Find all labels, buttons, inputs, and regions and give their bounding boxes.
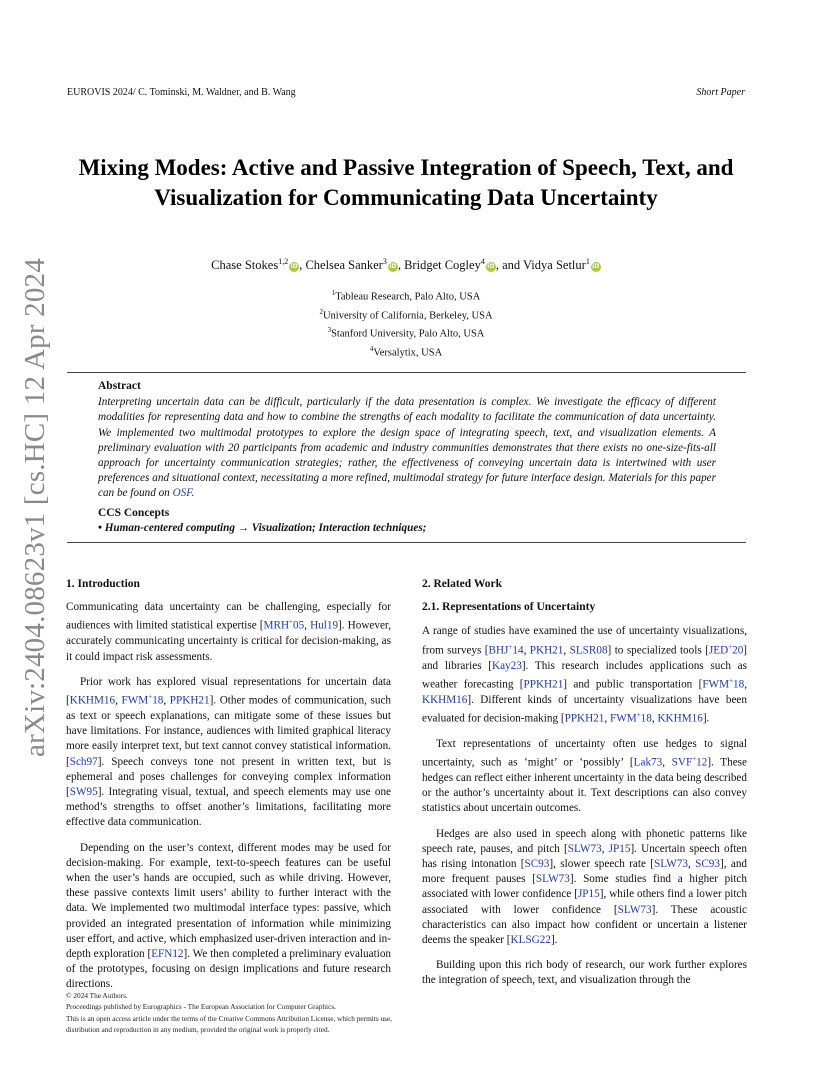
- author-separator: ,: [397, 258, 405, 273]
- paragraph-text: ,: [601, 842, 609, 855]
- citation-link[interactable]: PKH21: [529, 644, 564, 657]
- citation-link[interactable]: BHJ: [488, 644, 509, 657]
- citation-link[interactable]: SW95: [69, 785, 98, 798]
- citation-link[interactable]: Lak73: [633, 756, 663, 769]
- paragraph-text: ]. Integrating visual, textual, and speech elements may use one method’s strengths to offset another’s limitations, facilitating more effective data communication.: [66, 785, 391, 829]
- citation-link[interactable]: JED: [708, 644, 729, 657]
- author-separator: , and: [495, 258, 524, 273]
- footnote-line: © 2024 The Authors.: [66, 991, 128, 1000]
- affiliation-text: Stanford University, Palo Alto, USA: [331, 328, 485, 340]
- affiliation-text: University of California, Berkeley, USA: [322, 310, 493, 321]
- citation-link[interactable]: KKHM16: [657, 712, 703, 725]
- orcid-icon[interactable]: iD: [389, 263, 397, 271]
- paragraph-text: ,: [687, 857, 696, 870]
- paragraph-text: ,: [744, 678, 747, 691]
- citation-link[interactable]: PPKH21: [564, 712, 605, 725]
- running-header-right: Short Paper: [696, 87, 745, 98]
- paragraph-text: ,: [662, 756, 672, 769]
- paragraph-text: ] and libraries [: [422, 644, 748, 672]
- affiliation-list: [60, 286, 752, 360]
- citation-link[interactable]: JP15: [577, 888, 600, 901]
- citation-superscript: +: [692, 755, 697, 764]
- paragraph-text: ,: [651, 712, 658, 725]
- citation-link[interactable]: KLSG22: [510, 934, 551, 946]
- abstract-text: [98, 395, 716, 501]
- orcid-icon[interactable]: iD: [592, 263, 600, 271]
- paragraph-text: ]. However, accurately communicating uncertainty is critical for decision-making, as it could impact risk assessments.: [66, 620, 391, 663]
- divider-top: [67, 372, 746, 373]
- abstract-body: Interpreting uncertain data can be difficult, particularly if the data presentation is complex. We investigate the efficacy of different modalities for representing data and how to combine the strengths of each modality to facilitate the communication of data uncertainty. We implemented two multimodal prototypes to explore the design space of integrating speech, text, and visualization elements. A preliminary evaluation with 20 participants from academic and industry communities demonstrates that there exists no one-size-fits-all approach for uncertainty communication strategies; rather, the effectiveness of conveying uncertain data is intertwined with user preferences and situational context, necessitating a more refined, multimodal strategy for future interface design. Materials for this paper can be found on: [98, 396, 716, 500]
- citation-link[interactable]: 05: [292, 620, 305, 633]
- ccs-heading: CCS Concepts: [98, 506, 170, 519]
- arxiv-identifier: arXiv:2404.08623v1 [cs.HC] 12 Apr 2024: [19, 258, 51, 757]
- abstract-period: .: [191, 487, 195, 500]
- paragraph-text: ].: [702, 712, 710, 725]
- body-paragraph: [66, 675, 391, 831]
- section-heading-related-work: 2. Related Work: [422, 578, 502, 590]
- affiliation: [60, 323, 752, 342]
- paper-title-line-1: Mixing Modes: Active and Passive Integration of Speech, Text, and: [78, 155, 734, 180]
- author-affiliation-mark: 3: [382, 257, 387, 266]
- paragraph-text: ], slower speech rate [: [549, 857, 654, 870]
- paragraph-text: Depending on the user’s context, different modes may be used for decision-making. For example, text-to-speech features can be useful when the user’s hands are occupied, such as while driving. However, these passive contexts limit users’ ability to further interact with the data. We implemented two multimodal interface types: passive, which provided an integrated presentation of information while minimizing user effort, and active, which emphasized user-driven interaction and in-depth exploration [: [66, 841, 391, 960]
- paragraph-text: ]. These acoustic characteristics can also impact how confident or uncertain a listener deems the speaker [: [422, 903, 747, 946]
- body-paragraph: [422, 624, 747, 726]
- citation-superscript: +: [148, 692, 153, 701]
- citation-link[interactable]: Hul19: [310, 620, 339, 633]
- citation-link[interactable]: EFN12: [151, 947, 184, 960]
- paragraph-text: ], and more frequent pauses [: [422, 857, 748, 886]
- subsection-heading: 2.1. Representations of Uncertainty: [422, 601, 596, 614]
- paragraph-text: ]. We then completed a preliminary evaluation of the prototypes, focusing on design implications and future research directions.: [66, 947, 392, 991]
- author-list: [60, 257, 752, 273]
- citation-link[interactable]: Kay23: [492, 659, 522, 672]
- citation-link[interactable]: PPKH21: [169, 694, 210, 707]
- citation-link[interactable]: Sch97: [69, 755, 98, 768]
- paragraph-text: ]. Different kinds of uncertainty visualizations have been evaluated for decision-making [: [422, 693, 747, 725]
- author-separator: ,: [299, 258, 306, 273]
- paragraph-text: Prior work has explored visual representations for uncertain data [: [66, 675, 391, 707]
- citation-link[interactable]: FWM: [609, 712, 637, 725]
- arrow-icon: →: [237, 521, 249, 534]
- citation-link[interactable]: SC93: [695, 857, 720, 870]
- section-heading-introduction: 1. Introduction: [66, 578, 140, 590]
- paragraph-text: ,: [523, 644, 530, 657]
- affiliation-mark: 2: [319, 307, 323, 316]
- affiliation-mark: 1: [331, 289, 336, 297]
- citation-link[interactable]: SVF: [671, 756, 693, 769]
- citation-link[interactable]: PPKH21: [523, 678, 564, 691]
- paragraph-text: ] and public transportation [: [563, 678, 703, 691]
- abstract-heading: Abstract: [98, 380, 141, 392]
- paragraph-text: ]. These hedges can reflect either inherent uncertainty in the data being described or the author’s uncertainty about it. Text descriptions can also convey statistics about uncertain outcomes.: [422, 756, 747, 815]
- paragraph-text: ], while others find a lower pitch associated with lower confidence [: [422, 888, 747, 916]
- paragraph-text: Hedges are also used in speech along with phonetic patterns like speech rate, pauses, and pitch [: [422, 827, 747, 855]
- author-name: Vidya Setlur: [523, 258, 586, 273]
- paper-title-line-2: Visualization for Communicating Data Uncertainty: [154, 185, 658, 210]
- citation-link[interactable]: JP15: [608, 842, 631, 855]
- citation-superscript: +: [508, 642, 513, 651]
- paragraph-text: Building upon this rich body of research, our work further explores the integration of speech, text, and visualization through the: [422, 959, 747, 987]
- footnote-line: Proceedings published by Eurographics - The European Association for Computer Graphics.: [66, 1002, 336, 1012]
- paragraph-text: ,: [163, 694, 170, 707]
- affiliation-text: Tableau Research, Palo Alto, USA: [335, 291, 481, 303]
- abstract-block: [98, 379, 716, 536]
- citation-link[interactable]: MRH: [263, 620, 290, 633]
- citation-link[interactable]: SLW73: [617, 903, 652, 916]
- citation-link[interactable]: SC93: [524, 857, 550, 870]
- author-name: Chelsea Sanker: [305, 258, 383, 273]
- citation-link[interactable]: 18: [733, 678, 745, 691]
- citation-link[interactable]: FWM: [121, 694, 149, 707]
- paragraph-text: ]. This research includes applications such as weather forecasting [: [422, 659, 747, 691]
- citation-link[interactable]: 12: [696, 756, 708, 769]
- citation-link[interactable]: SLSR08: [569, 644, 608, 657]
- body-paragraph: [66, 841, 391, 993]
- citation-superscript: +: [289, 618, 293, 627]
- citation-link[interactable]: SLW73: [535, 873, 570, 886]
- paragraph-text: Text representations of uncertainty often use hedges to signal uncertainty, such as ‘might’ or ‘possibly’ [: [422, 737, 747, 769]
- paper-title: [60, 153, 752, 213]
- citation-superscript: +: [729, 676, 734, 685]
- paragraph-text: ]. Other modes of communication, such as text or speech explanations, can mitigate some of these issues but have limitations. For instance, audiences with limited graphical literacy more easily interpret text, but text cannot convey statistical information. [: [66, 694, 392, 768]
- paragraph-text: ,: [563, 644, 570, 657]
- affiliation-text: Versalytix, USA: [373, 347, 443, 358]
- citation-link[interactable]: SLW73: [654, 857, 688, 870]
- related-work-body: [422, 624, 747, 988]
- orcid-icon[interactable]: iD: [290, 263, 298, 271]
- paragraph-text: ]. Uncertain speech often has rising intonation [: [422, 842, 747, 870]
- introduction-body: [66, 600, 391, 992]
- affiliation: [60, 305, 752, 324]
- bullet: •: [98, 521, 102, 534]
- ccs-concept: Human-centered computing: [104, 521, 235, 534]
- ccs-subconcepts: Visualization; Interaction techniques;: [251, 521, 427, 534]
- citation-link[interactable]: 14: [512, 644, 524, 657]
- paragraph-text: ].: [550, 934, 558, 946]
- ccs-concepts: [98, 521, 716, 536]
- citation-link[interactable]: 20: [732, 644, 744, 657]
- citation-link[interactable]: 18: [152, 694, 164, 707]
- affiliation-mark: 4: [369, 344, 374, 353]
- body-paragraph: [422, 737, 747, 817]
- citation-link[interactable]: KKHM16: [69, 694, 116, 707]
- left-column: [66, 577, 391, 1003]
- paragraph-text: ]. Some studies find a higher pitch associated with lower confidence [: [422, 873, 747, 901]
- paragraph-text: ,: [604, 712, 610, 725]
- paragraph-text: Communicating data uncertainty can be challenging, especially for audiences with limited statistical expertise [: [66, 601, 391, 633]
- orcid-icon[interactable]: iD: [487, 263, 495, 271]
- author-name: Chase Stokes: [211, 258, 279, 273]
- paragraph-text: ]. Speech conveys tone not present in written text, but is ephemeral and poses challenges for conveying complex information [: [66, 755, 391, 798]
- author-name: Bridget Cogley: [404, 258, 481, 273]
- citation-link[interactable]: SLW73: [567, 842, 602, 855]
- paragraph-text: ] to specialized tools [: [607, 644, 709, 657]
- citation-link[interactable]: FWM: [702, 678, 730, 691]
- citation-link[interactable]: KKHM16: [422, 693, 468, 706]
- citation-superscript: +: [636, 710, 641, 719]
- right-column: [422, 577, 747, 999]
- copyright-footnote: [66, 990, 396, 1036]
- footnote-line: This is an open access article under the terms of the Creative Commons Attribution License, which permits use, distribution and reproduction in any medium, provided the original work is properly cited.: [66, 1013, 393, 1035]
- body-paragraph: [66, 600, 391, 665]
- author-affiliation-mark: 1: [585, 257, 590, 266]
- affiliation: [60, 286, 752, 305]
- paragraph-text: ,: [115, 694, 122, 707]
- citation-link[interactable]: 18: [640, 712, 652, 725]
- affiliation-mark: 3: [327, 326, 332, 334]
- body-paragraph: [422, 958, 747, 988]
- divider-bottom: [67, 542, 746, 543]
- citation-superscript: +: [728, 642, 733, 651]
- affiliation: [60, 342, 752, 361]
- paragraph-text: A range of studies have examined the use of uncertainty visualizations, from surveys [: [422, 625, 747, 657]
- running-header-left: EUROVIS 2024/ C. Tominski, M. Waldner, and B. Wang: [67, 87, 296, 98]
- osf-link[interactable]: OSF: [172, 487, 192, 500]
- paragraph-text: ,: [304, 620, 311, 633]
- author-affiliation-mark: 4: [480, 257, 485, 266]
- body-paragraph: [422, 827, 747, 949]
- author-affiliation-mark: 1,2: [278, 257, 289, 266]
